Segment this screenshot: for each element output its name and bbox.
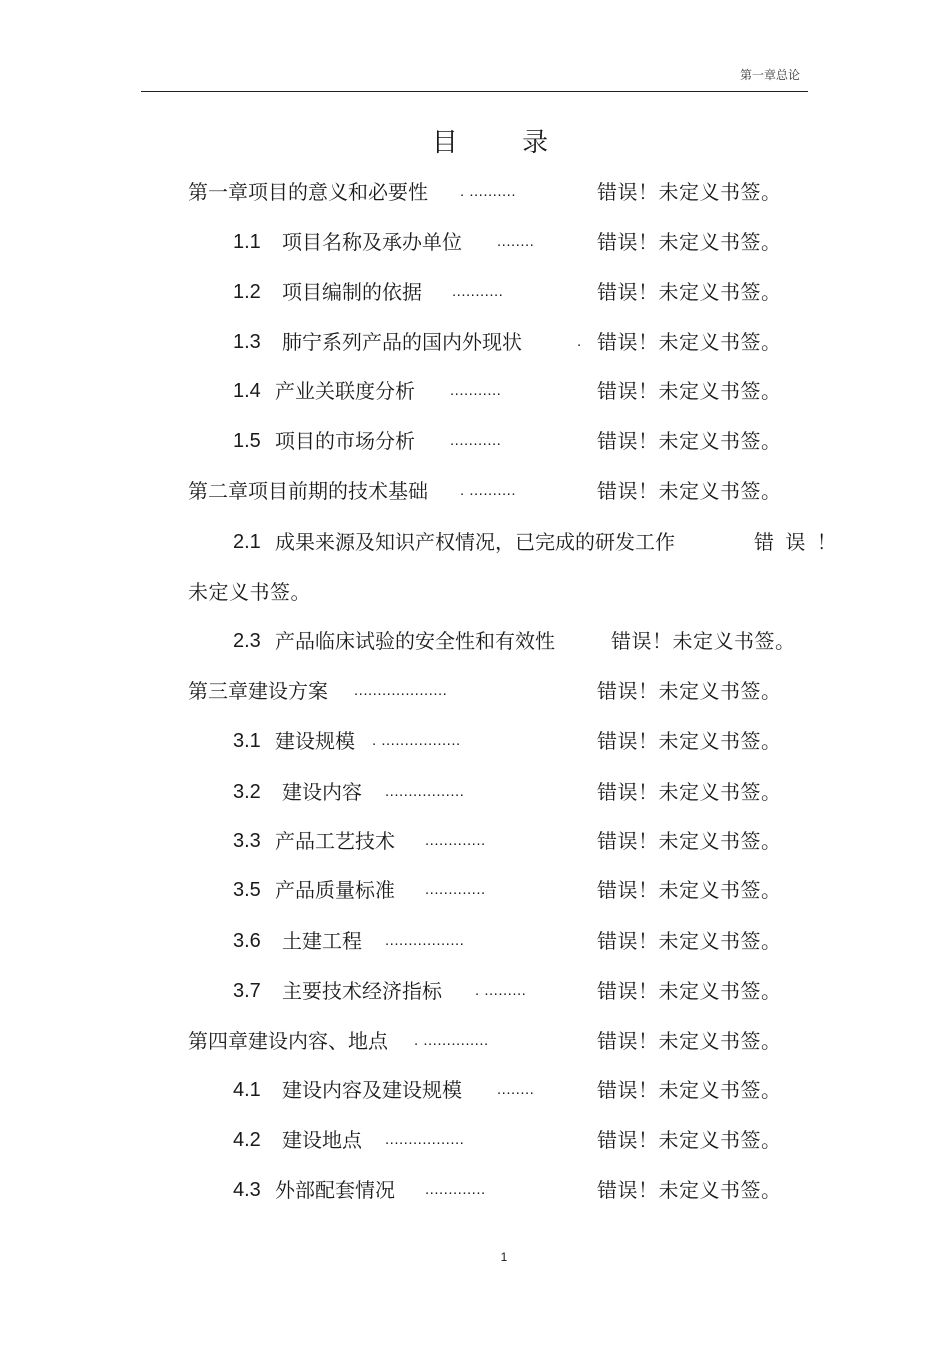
toc-entry-number: 1.3 <box>233 331 261 353</box>
running-header: 第一章总论 <box>739 68 800 82</box>
toc-entry-page-ref: 错误！未定义书签。 <box>597 429 782 453</box>
toc-entry-page-ref: 错误！未定义书签。 <box>597 929 782 953</box>
toc-entry-title: 产品质量标准 <box>275 878 395 902</box>
toc-entry-section[interactable] <box>0 327 950 357</box>
toc-title: 目 录 <box>431 128 577 158</box>
toc-entry-number: 1.1 <box>233 231 261 253</box>
toc-entry-page-ref: 错误！未定义书签。 <box>597 479 782 503</box>
toc-entry-number: 3.3 <box>233 830 261 852</box>
toc-entry-section[interactable] <box>0 726 950 756</box>
toc-entry-number: 4.3 <box>233 1179 261 1201</box>
toc-entry-section[interactable] <box>0 777 950 807</box>
toc-entry-title: 建设内容 <box>282 780 362 804</box>
toc-entry-title: 肺宁系列产品的国内外现状 <box>282 330 522 354</box>
toc-entry-number: 4.1 <box>233 1079 261 1101</box>
toc-entry-leader: . <box>577 333 582 350</box>
toc-entry-page-ref: 错误！未定义书签。 <box>597 379 782 403</box>
toc-entry-leader: ............. <box>425 1181 486 1198</box>
toc-entry-section[interactable] <box>0 426 950 456</box>
toc-entry-page-ref: 错误！未定义书签。 <box>597 230 782 254</box>
toc-entry-chapter-1[interactable] <box>0 177 950 207</box>
toc-entry-page-ref: 错误！未定义书签。 <box>597 1029 782 1053</box>
toc-entry-number: 3.1 <box>233 730 261 752</box>
header-rule <box>141 91 808 92</box>
toc-entry-number: 3.2 <box>233 781 261 803</box>
toc-entry-title: 项目的市场分析 <box>275 429 415 453</box>
toc-entry-leader: ................. <box>385 1131 465 1148</box>
toc-entry-page-ref: 错误！未定义书签。 <box>597 1128 782 1152</box>
toc-entry-page-ref: 错误！未定义书签。 <box>597 878 782 902</box>
toc-entry-title: 第二章项目前期的技术基础 <box>188 479 428 503</box>
toc-entry-chapter-4[interactable] <box>0 1026 950 1056</box>
toc-entry-leader: ........ <box>497 233 535 250</box>
toc-entry-page-ref: 错误！未定义书签。 <box>597 829 782 853</box>
toc-entry-leader: ................. <box>385 932 465 949</box>
toc-entry-section[interactable] <box>0 227 950 257</box>
toc-entry-title: 成果来源及知识产权情况，已完成的研发工作 <box>275 530 675 554</box>
toc-entry-section[interactable] <box>0 1125 950 1155</box>
toc-entry-title: 第一章项目的意义和必要性 <box>188 180 428 204</box>
toc-entry-page-ref: 错误！未定义书签。 <box>597 330 782 354</box>
toc-entry-leader: .................... <box>354 682 448 699</box>
toc-entry-leader: . .......... <box>460 183 517 200</box>
toc-entry-page-ref: 错误！未定义书签。 <box>611 629 796 653</box>
toc-entry-title: 项目名称及承办单位 <box>282 230 462 254</box>
toc-entry-chapter-3[interactable] <box>0 676 950 706</box>
toc-entry-leader: ........ <box>497 1081 535 1098</box>
toc-entry-number: 2.1 <box>233 531 261 553</box>
toc-entry-section[interactable] <box>0 826 950 856</box>
toc-entry-continuation <box>0 577 950 607</box>
toc-entry-title: 第三章建设方案 <box>188 679 328 703</box>
toc-entry-leader: . ................. <box>372 732 461 749</box>
toc-entry-section[interactable] <box>0 875 950 905</box>
toc-entry-leader: ............. <box>425 881 486 898</box>
toc-entry-page-ref: 错误！未定义书签。 <box>597 780 782 804</box>
toc-entry-page-ref: 错误！未定义书签。 <box>597 180 782 204</box>
toc-entry-page-ref: 错误！未定义书签。 <box>597 979 782 1003</box>
toc-entry-leader: ........... <box>452 283 504 300</box>
toc-entry-chapter-2[interactable] <box>0 476 950 506</box>
toc-entry-number: 4.2 <box>233 1129 261 1151</box>
toc-entry-leader: . .............. <box>414 1032 489 1049</box>
toc-entry-leader: ........... <box>450 382 502 399</box>
toc-entry-title: 产品临床试验的安全性和有效性 <box>275 629 555 653</box>
toc-entry-page-ref: 错误！未定义书签。 <box>597 729 782 753</box>
toc-entry-page-ref: 错误！未定义书签。 <box>597 679 782 703</box>
toc-entry-page-ref: 错 误 ！ <box>754 530 838 554</box>
toc-entry-section[interactable] <box>0 376 950 406</box>
toc-entry-number: 3.7 <box>233 980 261 1002</box>
toc-entry-number: 3.5 <box>233 879 261 901</box>
toc-entry-title: 主要技术经济指标 <box>282 979 442 1003</box>
toc-entry-page-ref: 错误！未定义书签。 <box>597 280 782 304</box>
toc-entry-leader: ........... <box>450 432 502 449</box>
toc-entry-title: 建设规模 <box>275 729 355 753</box>
toc-entry-section[interactable] <box>0 976 950 1006</box>
toc-entry-title: 项目编制的依据 <box>282 280 422 304</box>
toc-entry-section[interactable] <box>0 1075 950 1105</box>
toc-entry-leader: . ......... <box>475 982 527 999</box>
toc-entry-section[interactable] <box>0 626 950 656</box>
toc-entry-number: 1.4 <box>233 380 261 402</box>
toc-entry-page-ref: 错误！未定义书签。 <box>597 1178 782 1202</box>
toc-entry-number: 3.6 <box>233 930 261 952</box>
toc-entry-page-ref-continued: 未定义书签。 <box>188 580 311 604</box>
toc-entry-number: 1.5 <box>233 430 261 452</box>
toc-entry-title: 土建工程 <box>282 929 362 953</box>
toc-entry-title: 外部配套情况 <box>275 1178 395 1202</box>
toc-entry-number: 1.2 <box>233 281 261 303</box>
toc-entry-leader: . .......... <box>460 482 517 499</box>
toc-entry-title: 产品工艺技术 <box>275 829 395 853</box>
toc-entry-section[interactable] <box>0 1175 950 1205</box>
toc-entry-section[interactable] <box>0 926 950 956</box>
toc-entry-title: 建设地点 <box>282 1128 362 1152</box>
toc-entry-title: 建设内容及建设规模 <box>282 1078 462 1102</box>
toc-entry-section[interactable] <box>0 527 950 557</box>
toc-entry-number: 2.3 <box>233 630 261 652</box>
toc-entry-section[interactable] <box>0 277 950 307</box>
toc-entry-leader: ............. <box>425 832 486 849</box>
toc-entry-title: 第四章建设内容、地点 <box>188 1029 388 1053</box>
toc-entry-title: 产业关联度分析 <box>275 379 415 403</box>
toc-entry-page-ref: 错误！未定义书签。 <box>597 1078 782 1102</box>
toc-entry-leader: ................. <box>385 783 465 800</box>
page-number: 1 <box>500 1250 508 1264</box>
